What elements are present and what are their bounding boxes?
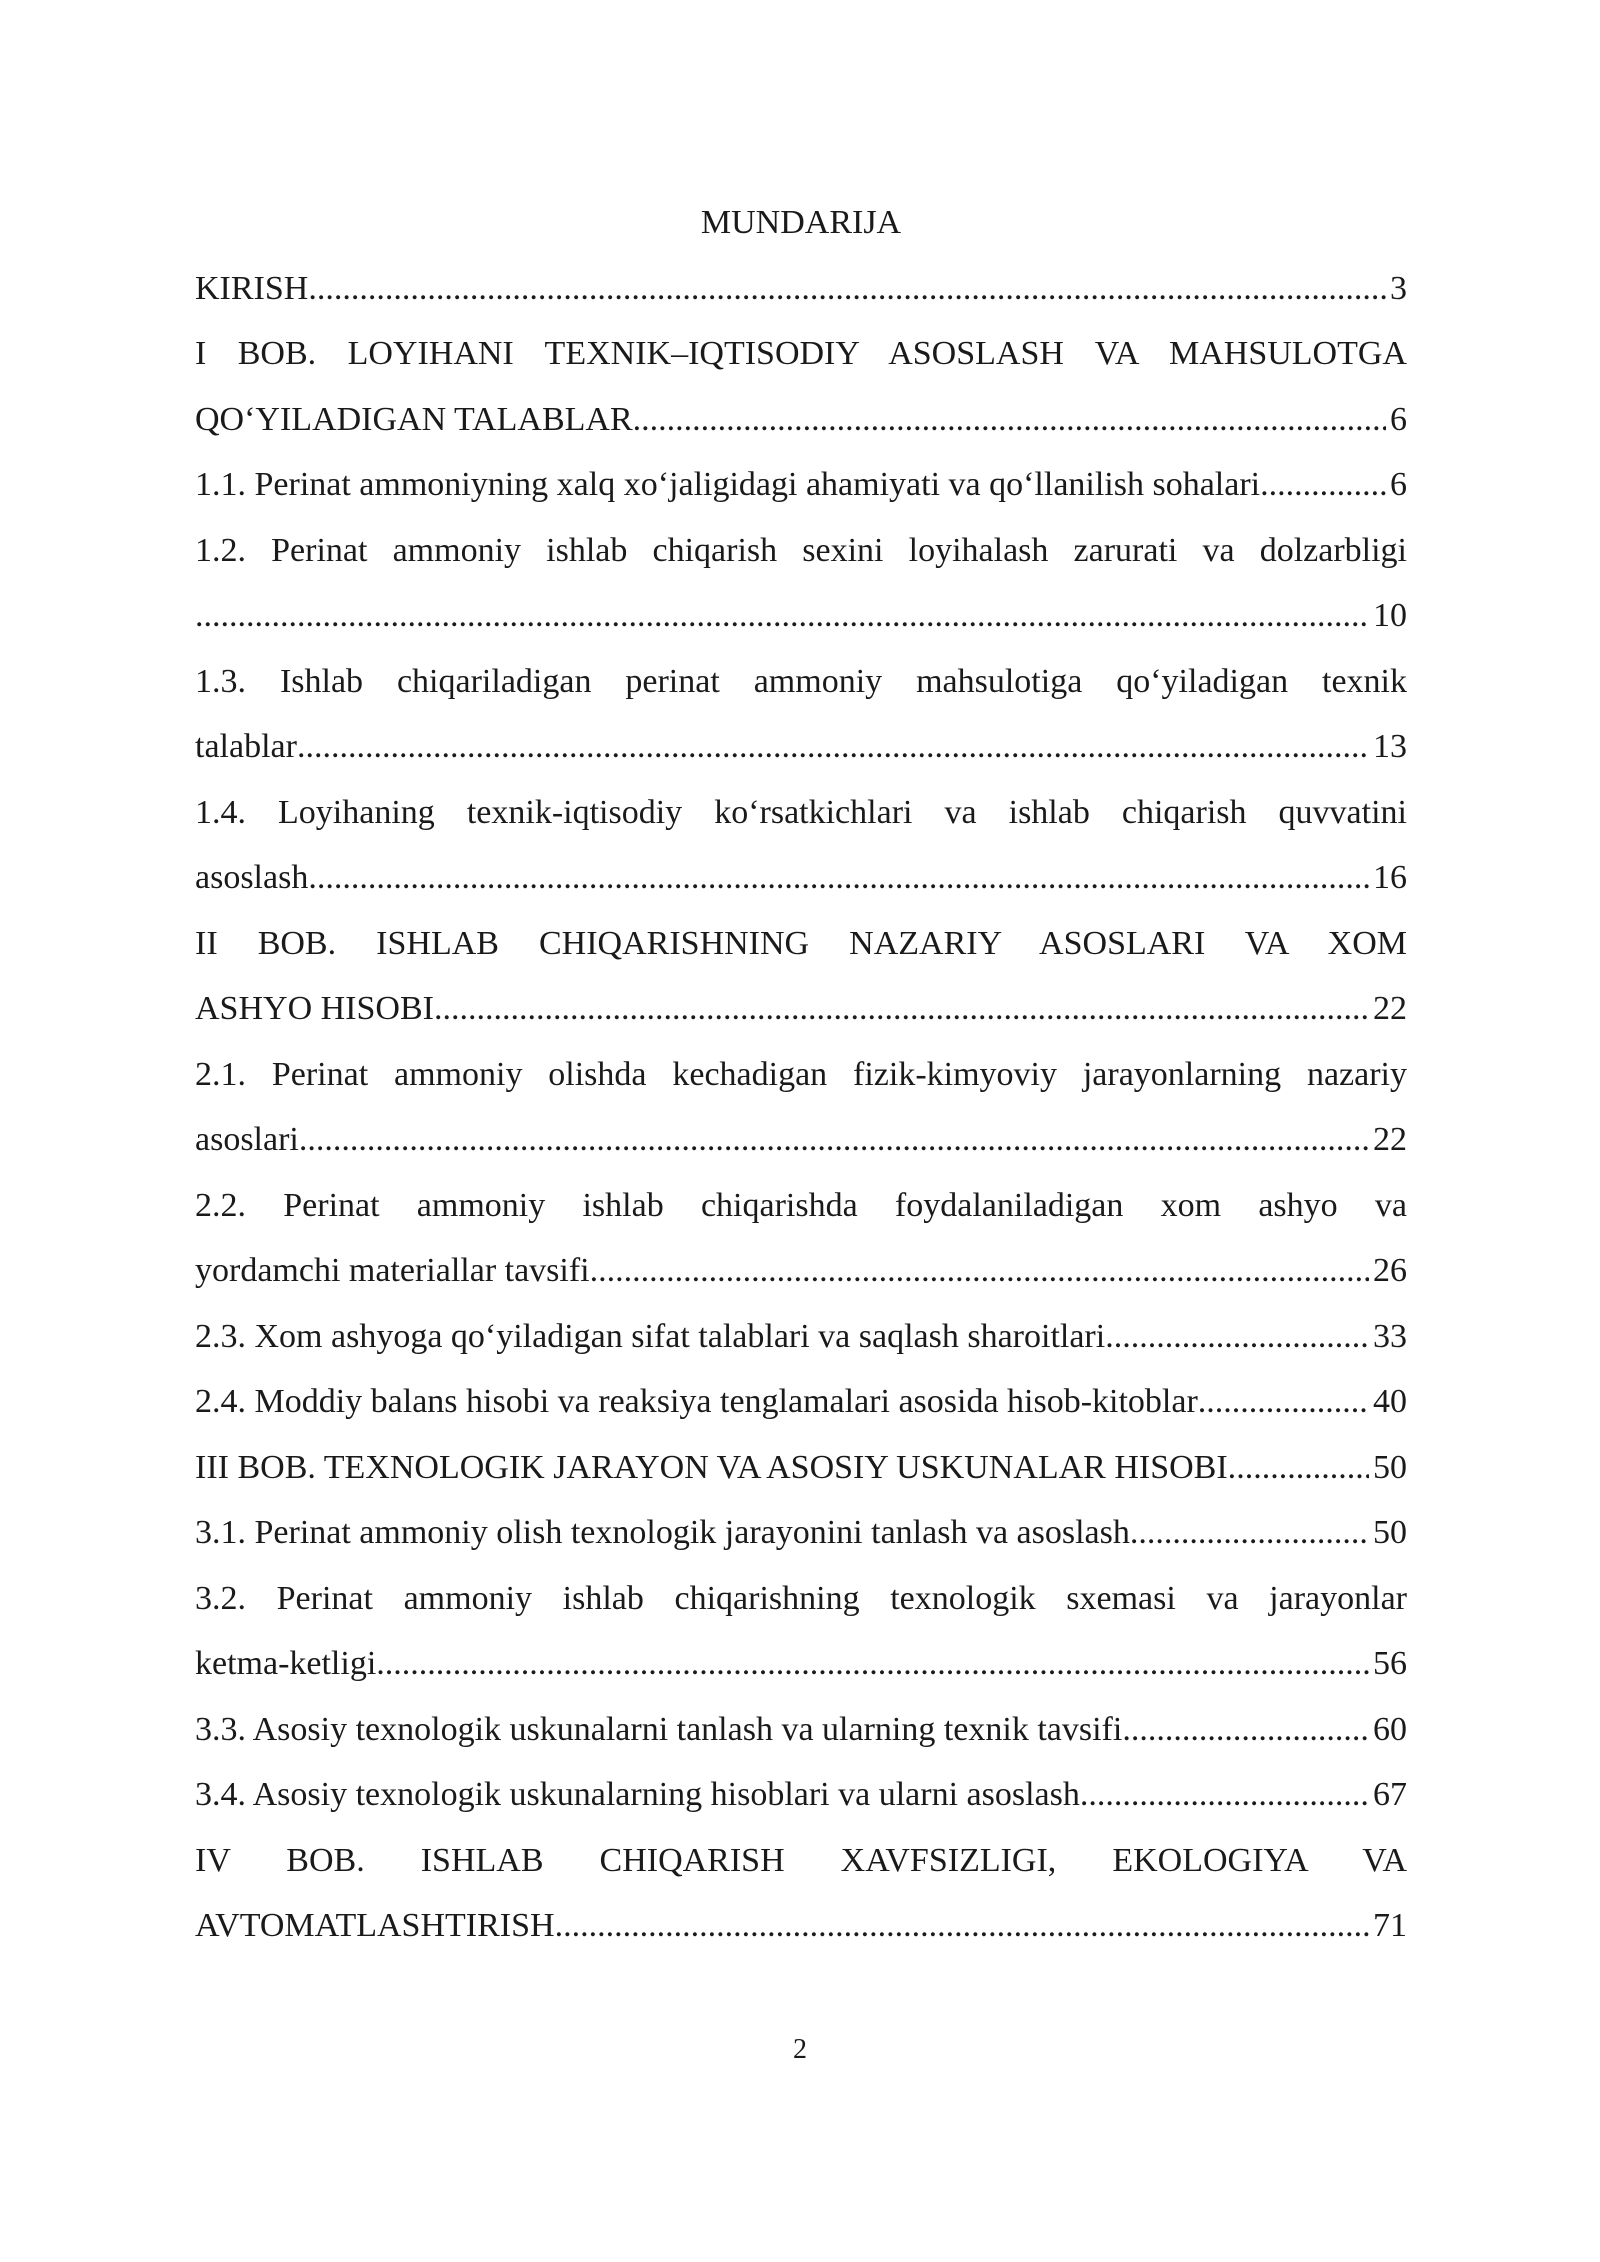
toc-entry-last-line	[195, 1369, 1407, 1435]
toc-entry-last-line	[195, 583, 1407, 649]
toc-entry-last-line	[195, 1500, 1407, 1566]
dot-leader	[195, 583, 1369, 649]
toc-entry[interactable]	[195, 256, 1407, 322]
dot-leader	[1236, 1435, 1369, 1501]
dot-leader	[1269, 452, 1386, 518]
toc-entry-text: 2.3. Xom ashyoga qo‘yiladigan sifat talablari va saqlash sharoitlari	[195, 1317, 1106, 1355]
toc-entry[interactable]	[195, 1042, 1407, 1173]
dot-leader	[1198, 1369, 1369, 1435]
toc-entry[interactable]	[195, 1566, 1407, 1697]
toc-entry-text: ketma-ketligi	[195, 1645, 377, 1682]
toc-title: MUNDARIJA	[700, 204, 902, 241]
toc-entry-page-number: 71	[1373, 1907, 1407, 1944]
toc-entry-text: III BOB. TEXNOLOGIK JARAYON VA ASOSIY USKUNALAR HISOBI.	[195, 1448, 1237, 1486]
toc-entry-line: II BOB. ISHLAB CHIQARISHNING NAZARIY ASOSLARI VA XOM	[195, 924, 1407, 962]
toc-entry-page-number: 16	[1373, 859, 1407, 896]
dot-leader	[297, 714, 1369, 780]
dot-leader	[1122, 1697, 1369, 1763]
toc-entry-last-line	[195, 1893, 1407, 1959]
toc-entry-line: 1.2. Perinat ammoniy ishlab chiqarish sexini loyihalash zarurati va dolzarbligi	[195, 531, 1407, 569]
toc-entry[interactable]	[195, 1435, 1407, 1501]
toc-entry[interactable]	[195, 1828, 1407, 1959]
toc-entry-last-line	[195, 256, 1407, 322]
toc-entry-page-number: 33	[1373, 1317, 1407, 1355]
toc-entry-last-line	[195, 452, 1407, 518]
toc-entry-last-line	[195, 976, 1407, 1042]
toc-entry-text: 3.1. Perinat ammoniy olish texnologik jarayonini tanlash va asoslash	[195, 1514, 1130, 1551]
toc-entry-page-number: 22	[1373, 1121, 1407, 1158]
toc-entry-last-line	[195, 1304, 1407, 1370]
toc-entry-line: 1.4. Loyihaning texnik-iqtisodiy ko‘rsatkichlari va ishlab chiqarish quvvatini	[195, 793, 1407, 831]
toc-entry-line: 3.2. Perinat ammoniy ishlab chiqarishning texnologik sxemasi va jarayonlar	[195, 1579, 1407, 1617]
toc-entry-page-number: 6	[1390, 400, 1407, 438]
toc-entry-text: talablar	[195, 728, 297, 765]
toc-entry-text: 3.3. Asosiy texnologik uskunalarni tanlash va ularning texnik tavsifi	[195, 1710, 1123, 1748]
toc-entry-page-number: 26	[1373, 1252, 1407, 1289]
toc-entry[interactable]	[195, 452, 1407, 518]
toc-entry-last-line	[195, 714, 1407, 780]
toc-entry[interactable]	[195, 649, 1407, 780]
toc-entry-page-number: 13	[1373, 728, 1407, 765]
dot-leader	[1130, 1500, 1369, 1566]
toc-entry[interactable]	[195, 1304, 1407, 1370]
toc-entry-text: KIRISH	[195, 269, 309, 307]
toc-list	[195, 256, 1407, 1959]
toc-entry-last-line	[195, 1762, 1407, 1828]
dot-leader	[1105, 1304, 1369, 1370]
toc-entry-last-line	[195, 1107, 1407, 1173]
toc-entry-text: ASHYO HISOBI	[195, 990, 434, 1027]
toc-entry-line: 2.2. Perinat ammoniy ishlab chiqarishda foydalaniladigan xom ashyo va	[195, 1186, 1407, 1224]
toc-entry-last-line	[195, 1631, 1407, 1697]
toc-entry-text: yordamchi materiallar tavsifi	[195, 1252, 590, 1289]
toc-entry-line: IV BOB. ISHLAB CHIQARISH XAVFSIZLIGI, EKOLOGIYA VA	[195, 1841, 1407, 1879]
toc-entry-page-number: 10	[1373, 597, 1407, 634]
toc-entry-text: QO‘YILADIGAN TALABLAR	[195, 400, 633, 438]
toc-entry-text: asoslari	[195, 1121, 299, 1158]
toc-entry-last-line	[195, 1697, 1407, 1763]
toc-entry[interactable]	[195, 1500, 1407, 1566]
toc-entry[interactable]	[195, 321, 1407, 452]
toc-page	[195, 190, 1407, 1959]
toc-entry-text: 2.4. Moddiy balans hisobi va reaksiya tenglamalari asosida hisob-kitoblar	[195, 1383, 1198, 1420]
dot-leader	[633, 387, 1386, 453]
dot-leader	[434, 976, 1369, 1042]
dot-leader	[308, 256, 1386, 322]
toc-entry-page-number: 22	[1373, 990, 1407, 1027]
toc-entry-page-number: 6	[1390, 466, 1407, 503]
toc-entry-page-number: 67	[1373, 1776, 1407, 1813]
toc-entry[interactable]	[195, 1697, 1407, 1763]
dot-leader	[555, 1893, 1369, 1959]
toc-entry-last-line	[195, 1238, 1407, 1304]
toc-entry-page-number: 40	[1373, 1383, 1407, 1420]
toc-entry-page-number: 60	[1373, 1710, 1407, 1748]
dot-leader	[376, 1631, 1369, 1697]
toc-entry[interactable]	[195, 518, 1407, 649]
toc-entry-line: 2.1. Perinat ammoniy olishda kechadigan fizik-kimyoviy jarayonlarning nazariy	[195, 1055, 1407, 1093]
toc-entry-page-number: 50	[1373, 1514, 1407, 1551]
toc-entry-page-number: 3	[1390, 269, 1407, 307]
toc-entry-last-line	[195, 1435, 1407, 1501]
toc-entry-text: 3.4. Asosiy texnologik uskunalarning hisoblari va ularni asoslash	[195, 1776, 1080, 1813]
toc-entry-line: 1.3. Ishlab chiqariladigan perinat ammoniy mahsulotiga qo‘yiladigan texnik	[195, 662, 1407, 700]
toc-entry[interactable]	[195, 1173, 1407, 1304]
dot-leader	[1080, 1762, 1369, 1828]
dot-leader	[590, 1238, 1369, 1304]
toc-entry-text: AVTOMATLASHTIRISH	[195, 1907, 555, 1944]
toc-entry[interactable]	[195, 780, 1407, 911]
toc-entry-last-line	[195, 387, 1407, 453]
toc-entry-page-number: 56	[1373, 1645, 1407, 1682]
toc-entry-last-line	[195, 845, 1407, 911]
toc-entry-line: I BOB. LOYIHANI TEXNIK–IQTISODIY ASOSLASH VA MAHSULOTGA	[195, 335, 1407, 372]
page-number: 2	[793, 2034, 807, 2065]
toc-entry-page-number: 50	[1373, 1448, 1407, 1486]
toc-entry[interactable]	[195, 1762, 1407, 1828]
dot-leader	[299, 1107, 1369, 1173]
dot-leader	[308, 845, 1369, 911]
toc-entry[interactable]	[195, 1369, 1407, 1435]
toc-entry[interactable]	[195, 911, 1407, 1042]
toc-entry-text: asoslash	[195, 859, 309, 896]
toc-entry-text: 1.1. Perinat ammoniyning xalq xo‘jaligidagi ahamiyati va qo‘llanilish sohalari.	[195, 466, 1269, 503]
